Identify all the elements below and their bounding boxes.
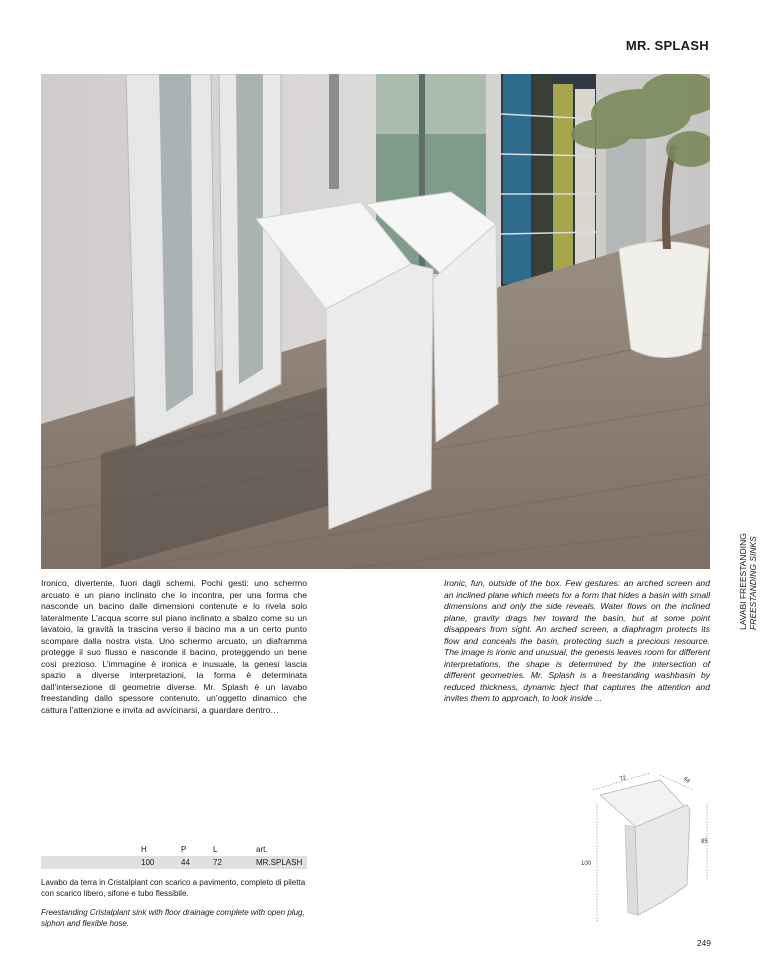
- product-title: MR. SPLASH: [625, 38, 709, 53]
- spec-value-h: 100: [141, 858, 155, 867]
- spec-header-art: art.: [256, 845, 268, 854]
- bathroom-scene-illustration: [41, 74, 710, 569]
- description-english: Ironic, fun, outside of the box. Few gestures: an arched screen and an inclined plane which meets for a form that hides a basin with small dimensions and only the side reveals. Water flows on the inclined plane, gravity drags her toward the basin, but at some point disappears from sight. An arched screen, a diaphragm protects its flow and conceals the basin, protecting such a precious resource. The image is ironic and unusual, the genesis leaves room for different interpretations, the shape is determined by the intersection of different geometries. Mr. Splash is a freestanding washbasin by reduced thickness, dynamic bject that captures the attention and invites them to approach, to look inside ...: [444, 578, 710, 703]
- dimension-drawing: [575, 765, 715, 930]
- category-side-label: [738, 533, 758, 630]
- spec-header-h: H: [141, 845, 147, 854]
- dim-depth-label: 44: [681, 775, 691, 785]
- category-label-it: LAVABI FREESTANDING: [738, 533, 748, 630]
- spec-value-p: 44: [181, 858, 190, 867]
- product-note-italian: Lavabo da terra in Cristalplant con scarico a pavimento, completo di piletta con scarico libero, sifone e tubo flessibile.: [41, 878, 306, 898]
- spec-table: [41, 843, 307, 869]
- dim-basin-height-label: 85: [701, 839, 708, 845]
- spec-header-row: [41, 843, 307, 856]
- sink-dimension-illustration: [575, 765, 715, 930]
- page-number: 249: [696, 938, 711, 948]
- category-label-en: FREESTANDING SINKS: [748, 536, 758, 630]
- product-note-english: Freestanding Cristalplant sink with floor drainage complete with open plug, siphon and flexible hose.: [41, 908, 305, 928]
- hero-photo: [41, 74, 710, 569]
- spec-value-row: [41, 856, 307, 869]
- spec-header-l: L: [213, 845, 218, 854]
- spec-header-p: P: [181, 845, 187, 854]
- dim-height-label: 100: [581, 861, 592, 867]
- description-italian: Ironico, divertente, fuori dagli schemi. Pochi gesti: uno schermo arcuato e un piano inclinato che lo incontra, per una forma che nasconde un bacino dalle dimensioni contenute e lo rivela solo lateralmente L’acqua scorre sul piano inclinato a sbalzo come su un lavatoio, la gravità la trascina verso il bacino ma a un certo punto scompare dalla nostra vista. Uno schermo arcuato, un diaframma protegge il suo flusso e nasconde il bacino, proteggendo un bene così prezioso. L’immagine è ironica e inusuale, la genesi lascia spazio a diverse interpretazioni, la forma è determinata dall’intersezione di geometrie diverse. Mr. Splash è un lavabo freestanding dallo spessore contenuto, un’oggetto dinamico che cattura l’attenzione e invita ad avvicinarsi, a guardare dentro…: [41, 578, 307, 715]
- dim-width-label: 72: [618, 775, 627, 783]
- spec-value-l: 72: [213, 858, 222, 867]
- spec-value-art: MR.SPLASH: [256, 858, 303, 867]
